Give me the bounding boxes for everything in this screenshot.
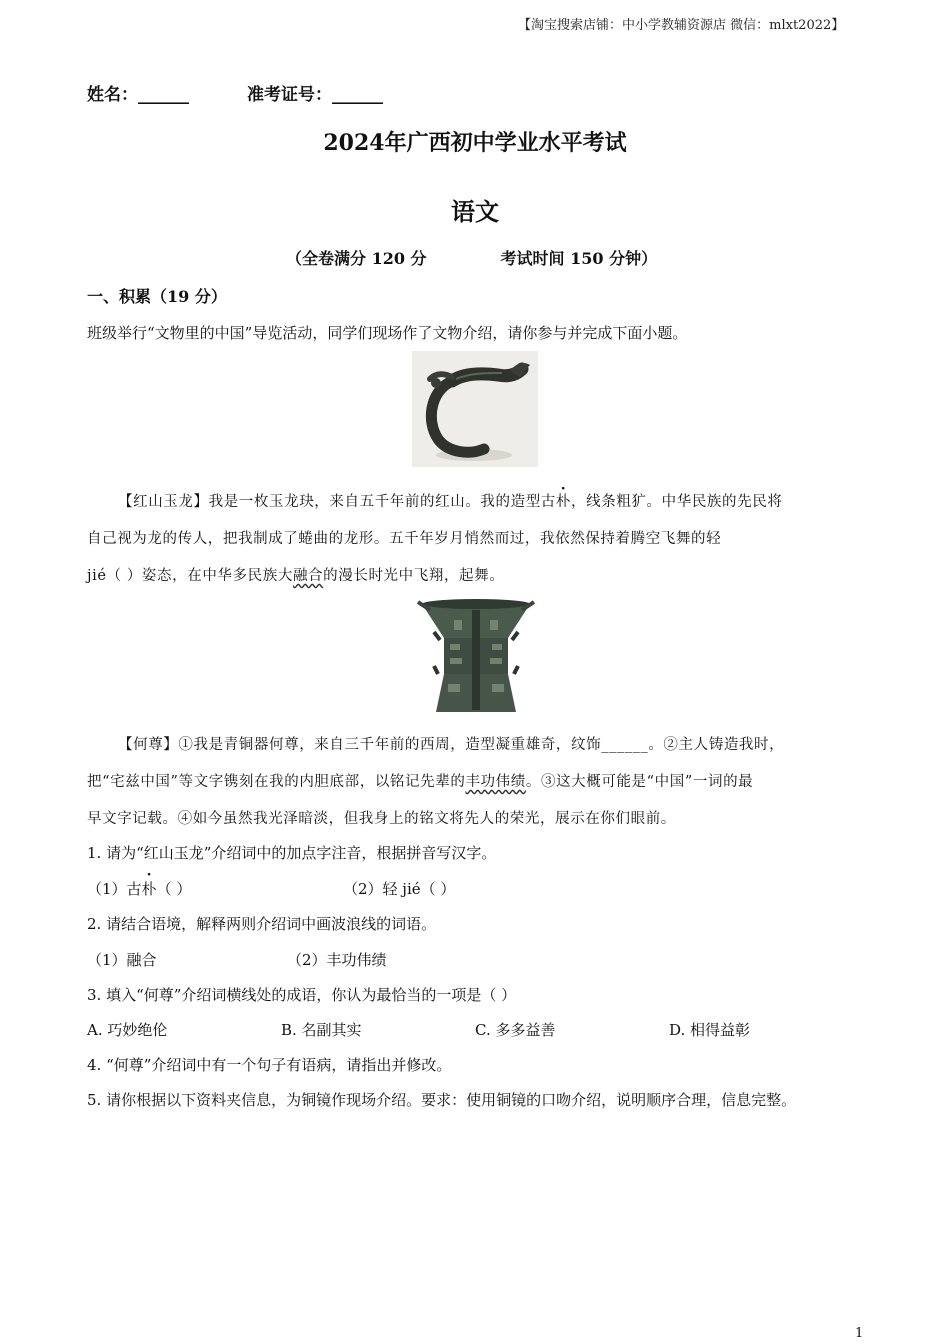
jade-text: 的漫长时光中飞翔，起舞。 bbox=[323, 568, 505, 584]
vessel-text: 把“宅兹中国”等文字镌刻在我的内胆底部，以铭记先辈的 bbox=[87, 774, 466, 790]
jade-paragraph-line1 bbox=[118, 490, 782, 511]
vessel-text: ①我是青铜器何尊，来自三千年前的西周，造型凝重雄奇，纹饰 bbox=[178, 737, 602, 753]
jade-text: 我是一枚玉龙玦，来自五千年前的红山。我的造型古 bbox=[208, 494, 556, 510]
option-b[interactable]: B. 名副其实 bbox=[281, 1021, 362, 1039]
vessel-paragraph-line2 bbox=[87, 770, 753, 791]
exam-info bbox=[286, 246, 657, 269]
jade-dragon-image bbox=[412, 351, 538, 467]
name-field: 姓名：______ bbox=[87, 85, 189, 105]
exam-duration: 考试时间 150 分钟） bbox=[500, 249, 658, 268]
section-intro: 班级举行“文物里的中国”导览活动，同学们现场作了文物介绍，请你参与并完成下面小题。 bbox=[87, 324, 688, 342]
question-5: 5. 请你根据以下资料夹信息，为铜镜作现场介绍。要求：使用铜镜的口吻介绍，说明顺序合理，信息完整。 bbox=[87, 1091, 797, 1109]
jade-text: ，线条粗犷。中华民族的先民将 bbox=[571, 494, 783, 510]
vessel-label: 【何尊】 bbox=[118, 737, 179, 753]
jade-label: 【红山玉龙】 bbox=[118, 494, 209, 510]
question-1-part-2: （2）轻 jié（ ） bbox=[343, 880, 456, 898]
option-a[interactable]: A. 巧妙绝伦 bbox=[87, 1021, 168, 1039]
question-2: 2. 请结合语境，解释两则介绍词中画波浪线的词语。 bbox=[87, 915, 437, 933]
section-heading: 一、积累（19 分） bbox=[87, 287, 227, 306]
subject-title: 语文 bbox=[451, 197, 499, 226]
he-zun-bronze-image bbox=[414, 596, 538, 720]
idiom-blank: ______ bbox=[601, 737, 649, 753]
dotted-char: 朴 bbox=[141, 880, 157, 898]
total-score: （全卷满分 120 分 bbox=[286, 249, 427, 268]
dotted-char: 朴 bbox=[555, 494, 572, 510]
jade-text: jié（ ）姿态，在中华多民族大 bbox=[87, 568, 293, 584]
question-3: 3. 填入“何尊”介绍词横线处的成语，你认为最恰当的一项是（ ） bbox=[87, 986, 517, 1004]
question-4: 4. “何尊”介绍词中有一个句子有语病，请指出并修改。 bbox=[87, 1056, 452, 1074]
q1a-text: （1）古 bbox=[87, 880, 142, 898]
vessel-text: 。③这大概可能是“中国”一词的最 bbox=[525, 774, 754, 790]
vessel-text: 。②主人铸造我时， bbox=[648, 737, 785, 753]
exam-title: 2024年广西初中学业水平考试 bbox=[323, 130, 627, 156]
wavy-word-ronghe: 融合 bbox=[292, 568, 324, 584]
option-d[interactable]: D. 相得益彰 bbox=[669, 1021, 751, 1039]
watermark-text: 【淘宝搜索店铺：中小学教辅资源店 微信：mlxt2022】 bbox=[518, 18, 845, 33]
jade-paragraph-line3 bbox=[87, 564, 504, 585]
answer-blank: （ ） bbox=[156, 880, 192, 898]
vessel-paragraph-line3: 早文字记载。④如今虽然我光泽暗淡，但我身上的铭文将先人的荣光，展示在你们眼前。 bbox=[87, 811, 676, 827]
vessel-paragraph-line1 bbox=[118, 733, 784, 754]
page-number: 1 bbox=[855, 1326, 864, 1341]
wavy-word-fenggongweiji: 丰功伟绩 bbox=[465, 774, 526, 790]
question-2-part-2: （2）丰功伟绩 bbox=[287, 951, 387, 969]
question-1-part-1 bbox=[87, 878, 191, 899]
question-1: 1. 请为“红山玉龙”介绍词中的加点字注音，根据拼音写汉字。 bbox=[87, 844, 497, 862]
candidate-info bbox=[87, 80, 383, 105]
question-2-part-1: （1）融合 bbox=[87, 951, 157, 969]
jade-paragraph-line2: 自己视为龙的传人，把我制成了蜷曲的龙形。五千年岁月悄然而过，我依然保持着腾空飞舞的轻 bbox=[87, 531, 722, 547]
exam-id-field: 准考证号：______ bbox=[247, 85, 383, 105]
option-c[interactable]: C. 多多益善 bbox=[475, 1021, 556, 1039]
